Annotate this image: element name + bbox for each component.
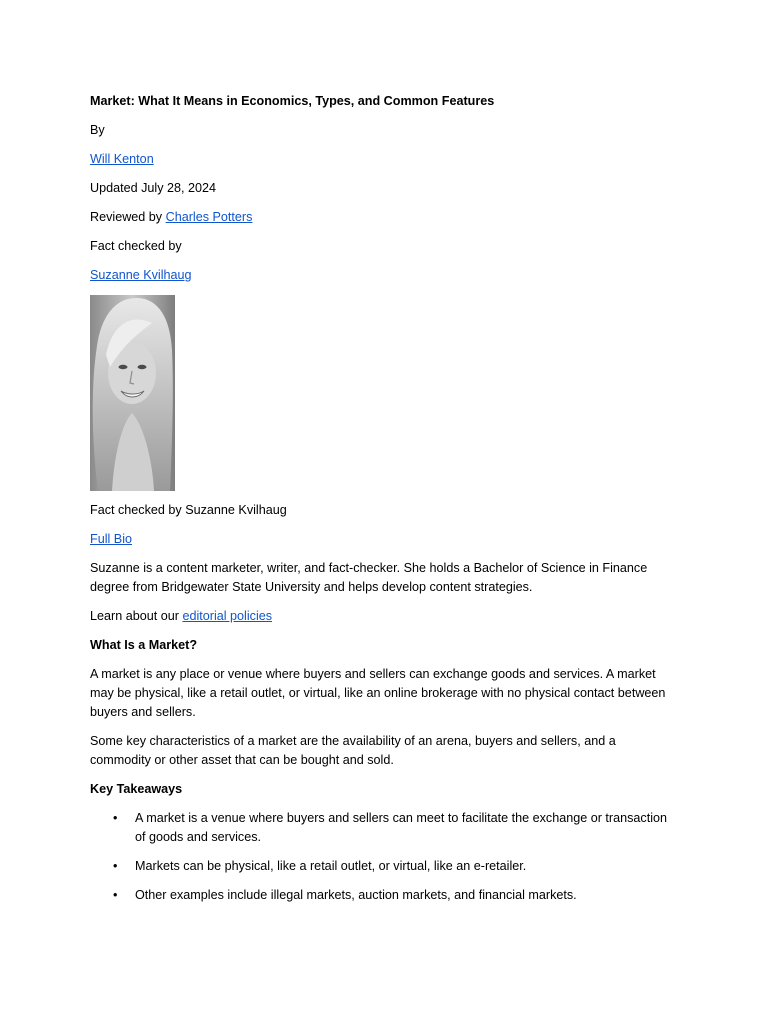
author-line <box>90 150 680 169</box>
article-title: Market: What It Means in Economics, Types, and Common Features <box>90 94 495 108</box>
list-item: • A market is a venue where buyers and sellers can meet to facilitate the exchange or transaction of goods and services. <box>135 809 680 847</box>
paragraph-market-characteristics: Some key characteristics of a market are the availability of an arena, buyers and sellers, and a commodity or other asset that can be bought and sold. <box>90 734 616 767</box>
fact-checker-line <box>90 266 680 285</box>
fact-checked-label: Fact checked by <box>90 239 182 253</box>
reviewed-line <box>90 208 680 227</box>
full-bio-link[interactable]: Full Bio <box>90 532 132 546</box>
list-item: • Other examples include illegal markets, auction markets, and financial markets. <box>135 886 680 905</box>
reviewer-link[interactable]: Charles Potters <box>165 210 253 224</box>
editorial-policies-link[interactable]: editorial policies <box>182 609 273 623</box>
by-label: By <box>90 123 105 137</box>
author-link[interactable]: Will Kenton <box>90 152 154 166</box>
paragraph-market-definition: A market is any place or venue where buyers and sellers can exchange goods and services. A market may be physical, like a retail outlet, or virtual, like an online brokerage with no physical contact between buyers and sellers. <box>90 667 666 719</box>
section-heading: What Is a Market? <box>90 638 198 652</box>
photo-caption: Fact checked by Suzanne Kvilhaug <box>90 503 287 517</box>
editorial-prefix: Learn about our <box>90 609 183 623</box>
portrait-photo-icon <box>90 295 175 491</box>
full-bio-line <box>90 530 680 549</box>
list-item: • Markets can be physical, like a retail outlet, or virtual, like an e-retailer. <box>135 857 680 876</box>
reviewed-prefix: Reviewed by <box>90 210 166 224</box>
updated-date: Updated July 28, 2024 <box>90 181 217 195</box>
key-takeaways-heading: Key Takeaways <box>90 782 183 796</box>
editorial-line <box>90 607 680 626</box>
key-takeaways-list <box>90 809 680 905</box>
fact-checker-link[interactable]: Suzanne Kvilhaug <box>90 268 192 282</box>
fact-checker-bio: Suzanne is a content marketer, writer, and fact-checker. She holds a Bachelor of Science in Finance degree from Bridgewater State University and helps develop content strategies. <box>90 561 648 594</box>
